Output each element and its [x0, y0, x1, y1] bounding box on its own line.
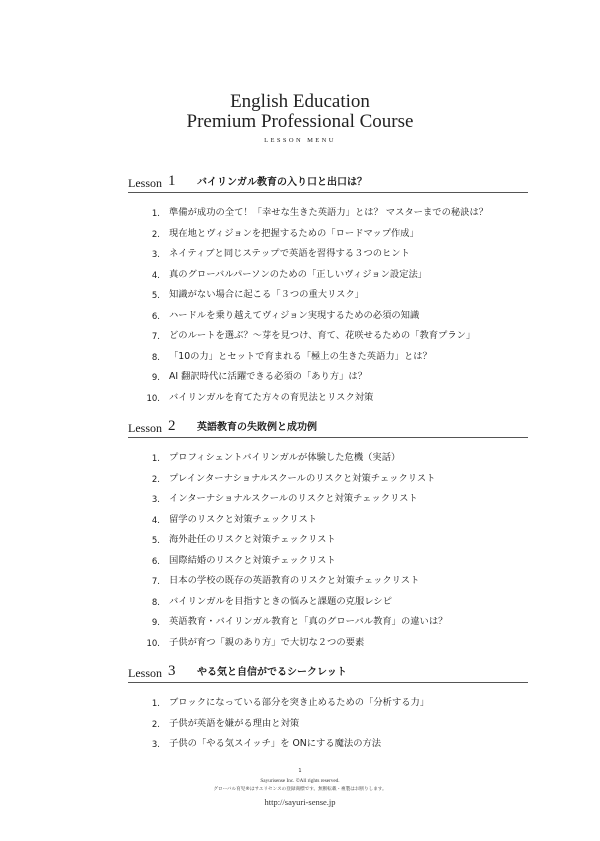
list-item	[128, 370, 528, 391]
item-number: 4.	[151, 270, 160, 281]
item-number: 8.	[151, 352, 160, 363]
item-text: ブロックになっている部分を突き止めるための「分析する力」	[169, 697, 430, 708]
item-text: 英語教育・バイリンガル教育と「真のグローバル教育」の違いは？	[169, 616, 448, 627]
item-text: 国際結婚のリスクと対策チェックリスト	[169, 554, 336, 566]
lesson-item-list	[128, 206, 528, 411]
item-number: 7.	[151, 577, 160, 587]
lesson-word: Lesson	[128, 666, 162, 680]
list-item	[128, 451, 528, 472]
item-text: プレインターナショナルスクールのリスクと対策チェックリスト	[169, 472, 436, 484]
lesson-menu-label: LESSON MENU	[264, 137, 336, 144]
list-item	[128, 288, 528, 309]
lesson-number: 1	[168, 173, 176, 189]
list-item	[128, 206, 528, 227]
item-number: 2.	[151, 719, 160, 730]
list-item	[128, 309, 528, 330]
list-item	[128, 574, 528, 595]
item-text: 留学のリスクと対策チェックリスト	[169, 513, 318, 525]
lesson-title: やる気と自信がでるシークレット	[197, 667, 347, 678]
lesson-title: バイリンガル教育の入り口と出口は？	[197, 177, 367, 188]
lesson-title: 英語教育の失敗例と成功例	[197, 422, 317, 433]
lesson-number: 3	[168, 663, 176, 679]
item-text: 「10の力」とセットで育まれる「極上の生きた英語力」とは？	[169, 350, 432, 362]
item-text: AI 翻訳時代に活躍できる必須の「あり方」は？	[169, 371, 367, 382]
copyright-text: Sayurisense Inc. ©All rights reserved.	[260, 778, 340, 784]
item-number: 8.	[151, 597, 160, 608]
list-item	[128, 696, 528, 717]
lesson-item-list	[128, 696, 528, 758]
list-item	[128, 391, 528, 412]
item-number: 2.	[151, 229, 160, 240]
website-url: http://sayuri-sense.jp	[264, 797, 336, 807]
lesson-divider	[128, 437, 528, 438]
item-number: 6.	[151, 556, 160, 567]
list-item	[128, 472, 528, 493]
item-number: 1.	[151, 699, 160, 709]
lesson-word: Lesson	[128, 176, 162, 190]
item-text: 現在地とヴィジョンを把握するための「ロードマップ作成」	[169, 227, 419, 239]
item-number: 6.	[151, 311, 160, 322]
item-text: 子供が育つ「親のあり方」で大切な２つの要素	[169, 636, 365, 648]
lesson-word: Lesson	[128, 421, 162, 435]
list-item	[128, 513, 528, 534]
item-number: 3.	[151, 495, 160, 505]
item-text: ハードルを乗り越えてヴィジョン実現するための必須の知識	[169, 309, 420, 321]
item-number: 4.	[151, 515, 160, 526]
list-item	[128, 737, 528, 758]
item-text: 知識がない場合に起こる「３つの重大リスク」	[169, 289, 365, 300]
item-number: 5.	[151, 291, 160, 301]
item-number: 1.	[151, 454, 160, 464]
item-text: 準備が成功の全て！「幸せな生きた英語力」とは？ マスターまでの秘訣は？	[169, 207, 489, 218]
item-text: 日本の学校の既存の英語教育のリスクと対策チェックリスト	[169, 575, 420, 586]
item-number: 5.	[151, 536, 160, 546]
item-text: プロフィシェントバイリンガルが体験した危機（実話）	[169, 452, 401, 463]
item-text: ネイティブと同じステップで英語を習得する３つのヒント	[169, 248, 410, 259]
item-text: 子供の「やる気スイッチ」を ONにする魔法の方法	[169, 738, 382, 749]
item-text: どのルートを選ぶ？〜芽を見つけ、育て、花咲せるための「教育プラン」	[169, 330, 476, 341]
course-title-line1: English Education	[230, 91, 370, 112]
item-number: 3.	[151, 740, 160, 750]
list-item	[128, 350, 528, 371]
list-item	[128, 615, 528, 636]
item-text: バイリンガルを目指すときの悩みと課題の克服レシピ	[169, 595, 392, 607]
item-number: 3.	[151, 250, 160, 260]
item-text: インターナショナルスクールのリスクと対策チェックリスト	[169, 493, 418, 504]
item-text: 海外赴任のリスクと対策チェックリスト	[169, 534, 336, 545]
list-item	[128, 533, 528, 554]
lesson-divider	[128, 682, 528, 683]
item-number: 1.	[151, 209, 160, 219]
item-number: 9.	[151, 373, 160, 383]
item-number: 7.	[151, 332, 160, 342]
item-number: 9.	[151, 618, 160, 628]
lesson-header	[128, 173, 528, 197]
list-item	[128, 636, 528, 657]
trademark-note: グローバル育児®はサユリセンスの登録商標です。無断転載・複製はお断りします。	[213, 787, 387, 792]
lesson-header	[128, 663, 528, 687]
item-text: 真のグローバルパーソンのための「正しいヴィジョン設定法」	[169, 268, 428, 280]
item-number: 2.	[151, 474, 160, 485]
list-item	[128, 492, 528, 513]
item-number: 10.	[146, 638, 160, 649]
item-number: 10.	[146, 393, 160, 404]
lesson-number: 2	[168, 418, 176, 434]
item-text: バイリンガルを育てた方々の育児法とリスク対策	[169, 391, 374, 403]
course-title-line2: Premium Professional Course	[186, 111, 414, 132]
item-text: 子供が英語を嫌がる理由と対策	[169, 717, 300, 729]
list-item	[128, 595, 528, 616]
list-item	[128, 227, 528, 248]
lesson-item-list	[128, 451, 528, 656]
lesson-section-3	[128, 663, 528, 750]
page-number: 1	[298, 768, 302, 774]
list-item	[128, 554, 528, 575]
lesson-divider	[128, 192, 528, 193]
list-item	[128, 247, 528, 268]
list-item	[128, 268, 528, 289]
list-item	[128, 717, 528, 738]
lesson-section-1	[128, 173, 528, 404]
list-item	[128, 329, 528, 350]
lesson-section-2	[128, 418, 528, 649]
lesson-header	[128, 418, 528, 442]
